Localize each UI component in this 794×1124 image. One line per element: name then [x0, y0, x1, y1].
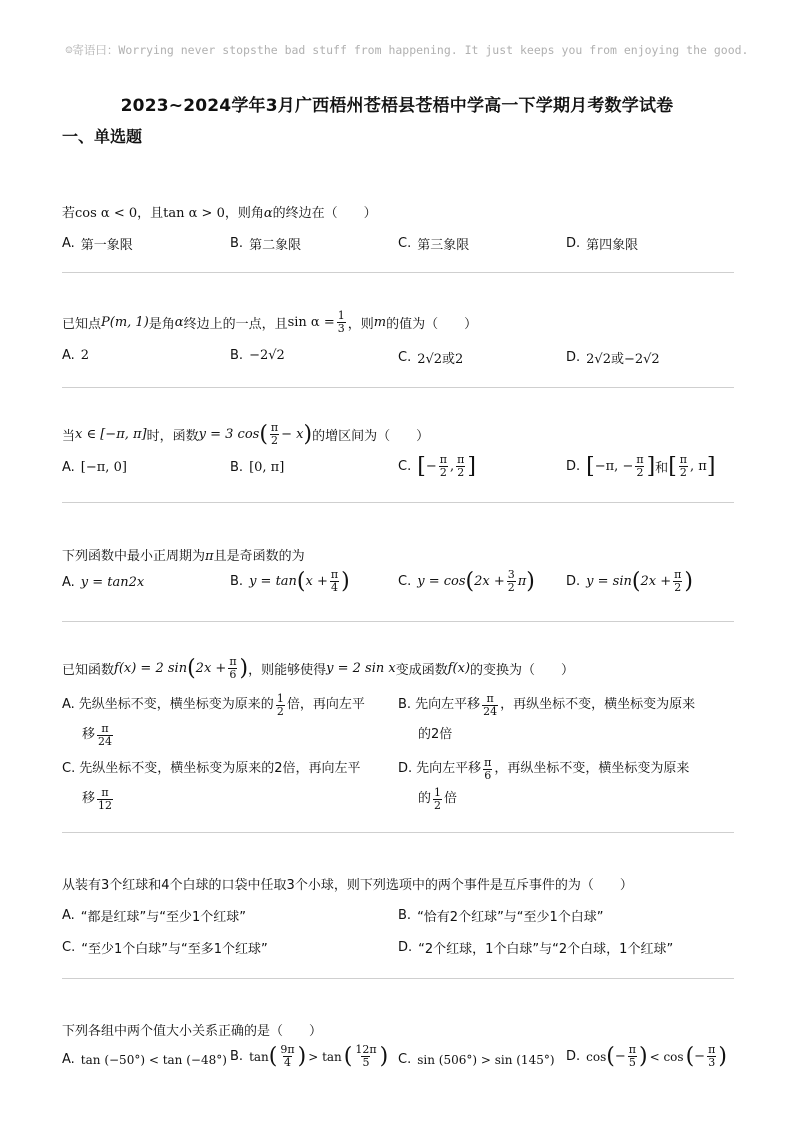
- question-stem: 若cos α < 0，且tan α > 0，则角α的终边在（ ）: [62, 206, 377, 221]
- option-b[interactable]: B. tan ( $\frac{9\pi}{4}$ ) > tan ( $\frac{12\pi}{5}$ ): [230, 1043, 389, 1069]
- divider: [62, 832, 734, 833]
- option-d[interactable]: D. “2个红球，1个白球”与“2个白球，1个红球”: [398, 940, 674, 957]
- option-c[interactable]: C. “至少1个白球”与“至多1个红球”: [62, 940, 268, 957]
- option-d[interactable]: D. 第四象限: [566, 236, 639, 253]
- fraction: $\frac{1}{3}$: [337, 309, 345, 335]
- question-stem: 当 x ∈ [−π, π] 时，函数 y = 3 cos ( $\frac{\pi}{2}$ − x ) 的增区间为（ ）: [62, 421, 430, 447]
- option-d[interactable]: D. 2√2或−2√2: [566, 350, 660, 367]
- question-stem: 从装有3个红球和4个白球的口袋中任取3个小球，则下列选项中的两个事件是互斥事件的为（ ）: [62, 878, 633, 893]
- option-a[interactable]: A. 先纵坐标不变，横坐标变为原来的 $\frac{1}{2}$ 倍，再向左平 移 $\frac{\pi}{24}$: [62, 691, 365, 748]
- option-c[interactable]: C. 第三象限: [398, 236, 470, 253]
- option-c[interactable]: C. y = cos ( 2x + $\frac{3}{2}$ π ): [398, 568, 535, 594]
- section-heading: 一、单选题: [62, 127, 143, 146]
- option-d[interactable]: D. cos ( − $\frac{\pi}{5}$ ) < cos ( − $\frac{\pi}{3}$ ): [566, 1043, 727, 1069]
- option-a[interactable]: A. tan (−50°) < tan (−48°): [62, 1052, 227, 1067]
- page-title: 2023~2024学年3月广西梧州苍梧县苍梧中学高一下学期月考数学试卷: [120, 96, 674, 116]
- option-a[interactable]: A. “都是红球”与“至少1个红球”: [62, 908, 247, 925]
- option-a[interactable]: A. [−π, 0]: [62, 460, 127, 475]
- question-stem: 下列函数中最小正周期为π且是奇函数的为: [62, 549, 305, 564]
- motto-watermark: ☺寄语曰：Worrying never stopsthe bad stuff from happening. It just keeps you from enjoying the good.: [65, 43, 749, 57]
- divider: [62, 502, 734, 503]
- option-b[interactable]: B. 第二象限: [230, 236, 302, 253]
- divider: [62, 621, 734, 622]
- option-b[interactable]: B. y = tan ( x + $\frac{\pi}{4}$ ): [230, 568, 350, 594]
- question-stem: 下列各组中两个值大小关系正确的是（ ）: [62, 1024, 323, 1039]
- option-c[interactable]: C. sin (506°) > sin (145°): [398, 1052, 555, 1067]
- option-d[interactable]: D. 先向左平移 $\frac{\pi}{6}$ ，再纵坐标不变，横坐标变为原来 的 $\frac{1}{2}$ 倍: [398, 755, 690, 812]
- option-a[interactable]: A. 第一象限: [62, 236, 133, 253]
- divider: [62, 387, 734, 388]
- option-b[interactable]: B. “恰有2个红球”与“至少1个白球”: [398, 908, 604, 925]
- option-c[interactable]: C. 2√2或2: [398, 350, 464, 367]
- divider: [62, 272, 734, 273]
- option-d[interactable]: D. y = sin ( 2x + $\frac{\pi}{2}$ ): [566, 568, 693, 594]
- option-c[interactable]: C. [ − $\frac{\pi}{2}$ , $\frac{\pi}{2}$ ]: [398, 453, 476, 479]
- option-a[interactable]: A. 2: [62, 348, 90, 363]
- question-stem: 已知函数 f(x) = 2 sin ( 2x + $\frac{\pi}{6}$ ) ，则能够使得 y = 2 sin x 变成函数 f(x) 的变换为（ ）: [62, 655, 575, 681]
- option-a[interactable]: A. y = tan2x: [62, 575, 145, 590]
- question-stem: 已知点 P(m, 1) 是角 α 终边上的一点，且 sin α = $\frac{1}{3}$ ，则 m 的值为（ ）: [62, 309, 478, 335]
- fraction: $\frac{\pi}{2}$: [270, 421, 279, 447]
- divider: [62, 978, 734, 979]
- option-b[interactable]: B. −2√2: [230, 348, 285, 363]
- option-b[interactable]: B. 先向左平移 $\frac{\pi}{24}$ ，再纵坐标不变，横坐标变为原来 的2倍: [398, 691, 696, 742]
- option-c[interactable]: C. 先纵坐标不变，横坐标变为原来的2倍，再向左平 移 $\frac{\pi}{12}$: [62, 761, 361, 812]
- option-d[interactable]: D. [ −π, − $\frac{\pi}{2}$ ] 和 [ $\frac{\pi}{2}$ , π ]: [566, 453, 716, 479]
- option-b[interactable]: B. [0, π]: [230, 460, 285, 475]
